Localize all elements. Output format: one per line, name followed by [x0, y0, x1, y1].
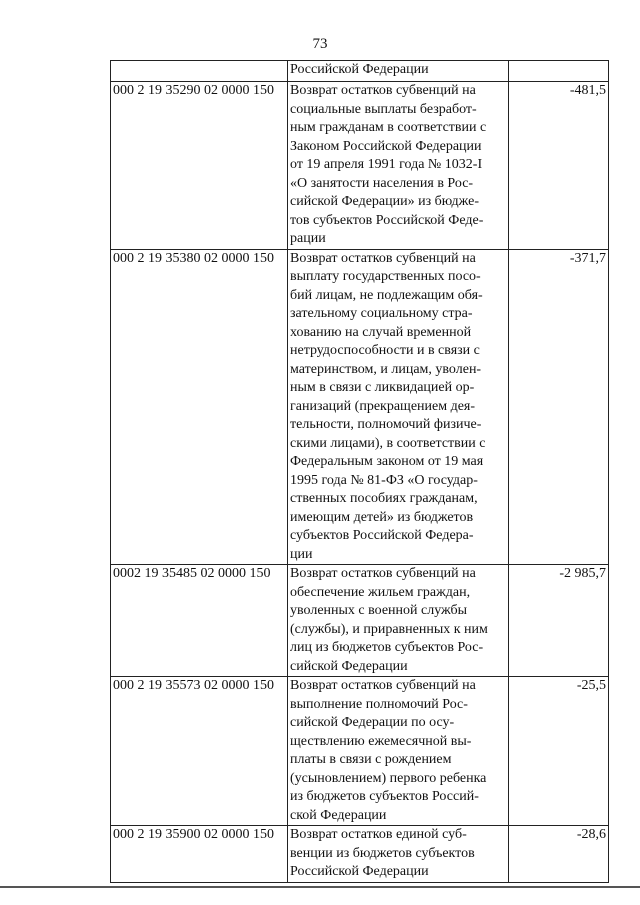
amount-cell: -481,5 [509, 82, 609, 250]
table-row [111, 82, 609, 250]
budget-table [110, 60, 609, 883]
table-row [111, 565, 609, 677]
code-cell: 0002 19 35485 02 0000 150 [111, 565, 288, 677]
code-cell: 000 2 19 35290 02 0000 150 [111, 82, 288, 250]
table-row [111, 826, 609, 883]
code-cell: 000 2 19 35573 02 0000 150 [111, 677, 288, 826]
code-cell: 000 2 19 35900 02 0000 150 [111, 826, 288, 883]
scan-bottom-edge [0, 886, 640, 888]
code-cell [111, 61, 288, 82]
table-row [111, 677, 609, 826]
name-cell: Возврат остатков субвенций на социальные выплаты безработ- ным гражданам в соответствии с Законом Российской Федерации от 19 апреля 1991 года № 1032-I «О занятости населения в Рос- сийской Федерации» из бюдже- тов субъектов Российской Феде- рации [288, 82, 509, 250]
code-cell: 000 2 19 35380 02 0000 150 [111, 249, 288, 565]
name-cell: Российской Федерации [288, 61, 509, 82]
page-number: 73 [312, 36, 328, 52]
name-cell: Возврат остатков субвенций на обеспечение жильем граждан, уволенных с военной службы (службы), и приравненных к ним лиц из бюджетов субъектов Рос- сийской Федерации [288, 565, 509, 677]
name-cell: Возврат остатков субвенций на выполнение полномочий Рос- сийской Федерации по осу- ществлению ежемесячной вы- платы в связи с рождением (усыновлением) первого ребенка из бюджетов субъектов Россий- ской Федерации [288, 677, 509, 826]
name-cell: Возврат остатков единой суб- венции из бюджетов субъектов Российской Федерации [288, 826, 509, 883]
amount-cell: -2 985,7 [509, 565, 609, 677]
amount-cell: -28,6 [509, 826, 609, 883]
name-cell: Возврат остатков субвенций на выплату государственных посо- бий лицам, не подлежащим обя- зательному социальному стра- хованию на случай временной нетрудоспособности и в связи с материнством, и лицам, уволен- ным в связи с ликвидацией ор- ганизаций (прекращением дея- тельности, полномочий физиче- скими лицами), в соответствии с Федеральным законом от 19 мая 1995 года № 81-ФЗ «О государ- ственных пособиях гражданам, имеющим детей» из бюджетов субъектов Российской Федера- ции [288, 249, 509, 565]
amount-cell: -371,7 [509, 249, 609, 565]
table-row-continuation [111, 61, 609, 82]
table-row [111, 249, 609, 565]
amount-cell [509, 61, 609, 82]
amount-cell: -25,5 [509, 677, 609, 826]
